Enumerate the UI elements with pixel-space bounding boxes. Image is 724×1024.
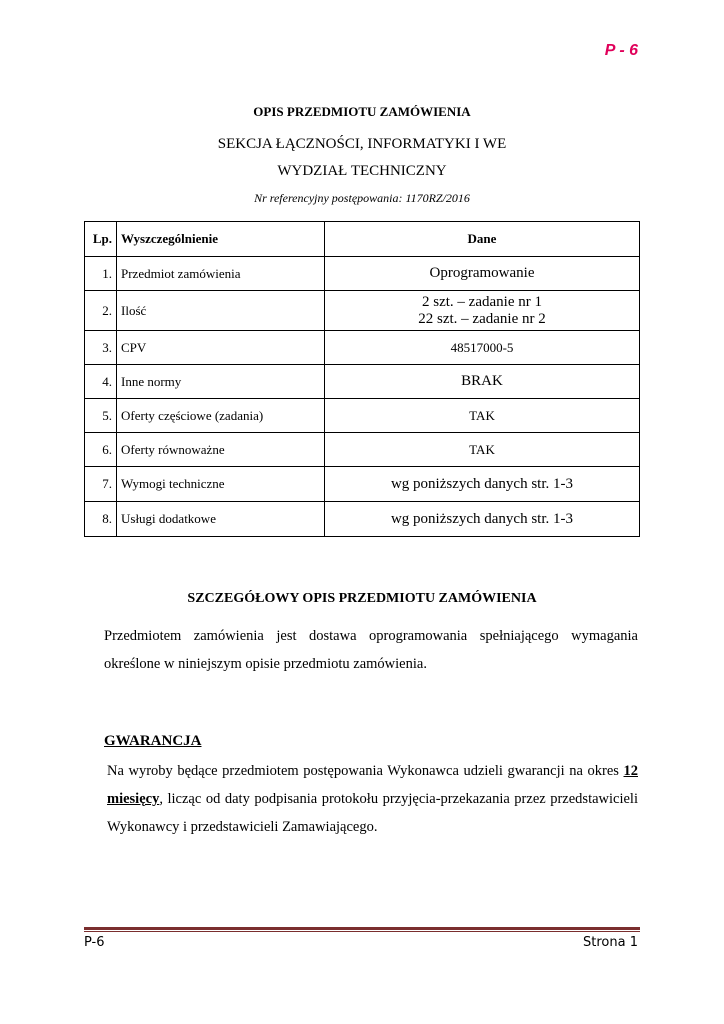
specification-table <box>84 221 640 537</box>
table-row <box>85 467 640 502</box>
row-value: BRAK <box>325 365 640 399</box>
table-row <box>85 502 640 537</box>
warranty-text: Na wyroby będące przedmiotem postępowania Wykonawca udzieli gwarancji na okres <box>107 763 624 779</box>
row-lp: 3. <box>85 331 117 365</box>
details-paragraph: Przedmiotem zamówienia jest dostawa oprogramowania spełniającego wymagania określone w niniejszym opisie przedmiotu zamówienia. <box>104 628 638 672</box>
table-row <box>85 433 640 467</box>
row-lp: 1. <box>85 257 117 291</box>
footer-rule <box>84 927 640 930</box>
table-row <box>85 399 640 433</box>
header-item: Wyszczególnienie <box>117 222 325 257</box>
warranty-text: , licząc od daty podpisania protokołu przyjęcia-przekazania przez przedstawicieli Wykonawcy i przedstawicieli Zamawiającego. <box>107 791 638 835</box>
footer-page-number: Strona 1 <box>583 935 638 950</box>
row-item: Ilość <box>117 291 325 331</box>
row-value <box>325 291 640 331</box>
table-row <box>85 291 640 331</box>
row-lp: 4. <box>85 365 117 399</box>
table-row <box>85 257 640 291</box>
department-name: WYDZIAŁ TECHNICZNY <box>277 163 447 179</box>
footer-rule-thin <box>84 931 640 932</box>
warranty-paragraph <box>107 757 638 841</box>
row-item: Oferty częściowe (zadania) <box>117 399 325 433</box>
header-lp: Lp. <box>85 222 117 257</box>
row-lp: 6. <box>85 433 117 467</box>
row-value-line: 2 szt. – zadanie nr 1 <box>422 293 542 310</box>
row-value: TAK <box>325 399 640 433</box>
reference-number: Nr referencyjny postępowania: 1170RZ/2016 <box>254 191 470 205</box>
table-row <box>85 365 640 399</box>
row-lp: 5. <box>85 399 117 433</box>
row-lp: 8. <box>85 502 117 537</box>
warranty-period: 12 miesięcy <box>107 763 638 807</box>
row-item: Przedmiot zamówienia <box>117 257 325 291</box>
document-title: OPIS PRZEDMIOTU ZAMÓWIENIA <box>253 104 471 119</box>
table-header-row <box>85 222 640 257</box>
section-name: SEKCJA ŁĄCZNOŚCI, INFORMATYKI I WE <box>217 136 507 152</box>
row-item: Wymogi techniczne <box>117 467 325 502</box>
row-value: wg poniższych danych str. 1-3 <box>325 467 640 502</box>
row-value: wg poniższych danych str. 1-3 <box>325 502 640 537</box>
row-value: 48517000-5 <box>325 331 640 365</box>
table-row <box>85 331 640 365</box>
page-code: P - 6 <box>604 42 638 59</box>
row-item: Usługi dodatkowe <box>117 502 325 537</box>
row-value: Oprogramowanie <box>325 257 640 291</box>
row-value-line: 22 szt. – zadanie nr 2 <box>418 310 546 327</box>
warranty-heading: GWARANCJA <box>104 733 202 749</box>
row-value: TAK <box>325 433 640 467</box>
header-value: Dane <box>325 222 640 257</box>
row-item: CPV <box>117 331 325 365</box>
row-item: Oferty równoważne <box>117 433 325 467</box>
row-item: Inne normy <box>117 365 325 399</box>
details-title: SZCZEGÓŁOWY OPIS PRZEDMIOTU ZAMÓWIENIA <box>187 591 537 606</box>
footer-page-code: P-6 <box>84 935 105 950</box>
row-lp: 2. <box>85 291 117 331</box>
row-lp: 7. <box>85 467 117 502</box>
